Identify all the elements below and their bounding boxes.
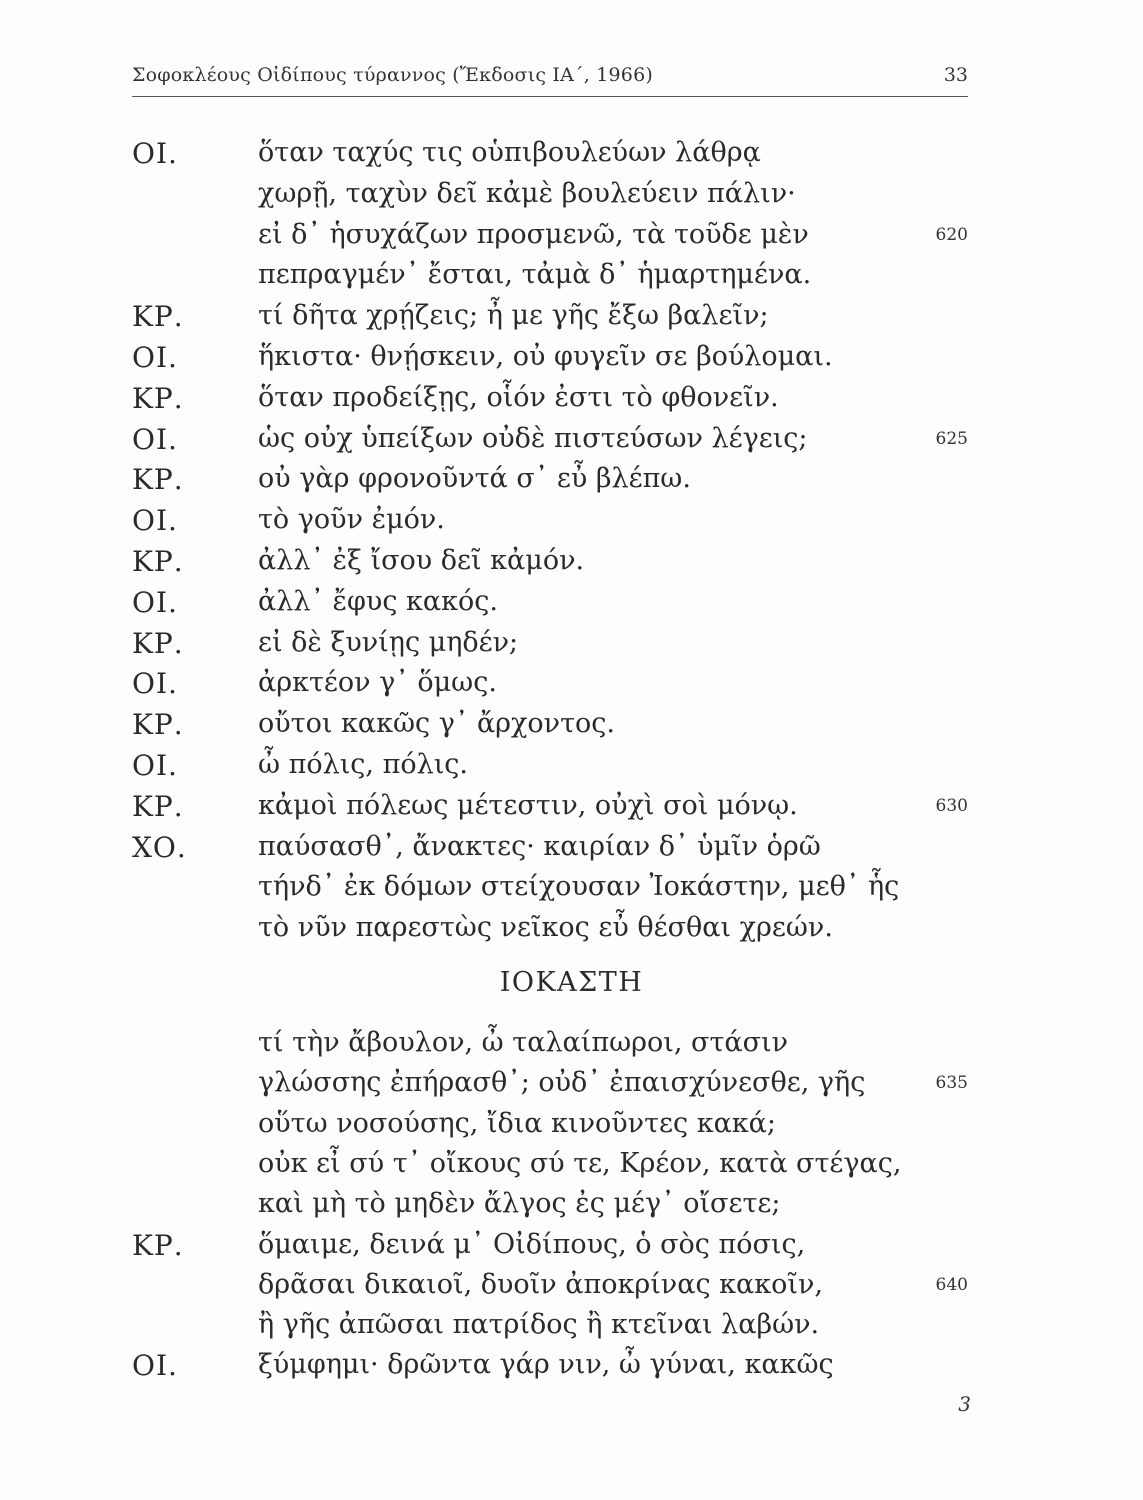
verse-text: ἀλλ᾽ ἐξ ἴσου δεῖ κἀμόν. bbox=[258, 545, 585, 576]
signature-mark: 3 bbox=[958, 1392, 971, 1416]
verse-text: ὅταν ταχύς τις οὑπιβουλεύων λάθρᾳ bbox=[258, 137, 761, 168]
verse-line bbox=[0, 1188, 1143, 1228]
verse-line bbox=[0, 382, 1143, 422]
speaker-label: ΟΙ. bbox=[132, 749, 178, 782]
line-number: 640 bbox=[935, 1274, 968, 1295]
speaker-label: ΟΙ. bbox=[132, 504, 178, 538]
verse-line bbox=[0, 1027, 1143, 1067]
speaker-label: ΚΡ. bbox=[132, 463, 184, 497]
verse-text: γλώσσης ἐπήρασθ᾽; οὐδ᾽ ἐπαισχύνεσθε, γῆς bbox=[258, 1067, 866, 1099]
verse-line bbox=[0, 463, 1143, 503]
character-heading: ΙΟΚΑΣΤΗ bbox=[499, 967, 644, 998]
verse-text: οὕτω νοσούσης, ἴδια κινοῦντες κακά; bbox=[258, 1107, 777, 1139]
line-number: 635 bbox=[935, 1073, 968, 1094]
speaker-label: ΟΙ. bbox=[132, 422, 178, 456]
verse-text: τί τὴν ἄβουλον, ὦ ταλαίπωροι, στάσιν bbox=[258, 1027, 789, 1058]
verse-text: τήνδ᾽ ἐκ δόμων στείχουσαν Ἰοκάστην, μεθ᾽ ἧς bbox=[258, 871, 900, 903]
verse-text: τὸ γοῦν ἐμόν. bbox=[258, 504, 445, 536]
verse-line bbox=[0, 708, 1143, 748]
line-number: 630 bbox=[935, 795, 968, 816]
line-number: 625 bbox=[935, 428, 968, 449]
running-header bbox=[132, 62, 968, 97]
speaker-label: ΚΡ. bbox=[132, 626, 184, 660]
verse-line bbox=[0, 1229, 1143, 1269]
speaker-label: ΟΙ. bbox=[132, 1349, 178, 1383]
verse-text: καὶ μὴ τὸ μηδὲν ἄλγος ἐς μέγ᾽ οἴσετε; bbox=[258, 1188, 781, 1220]
speaker-label: ΟΙ. bbox=[132, 585, 178, 619]
verse-line bbox=[0, 912, 1143, 952]
speaker-label: ΚΡ. bbox=[132, 789, 184, 823]
verse-text: δρᾶσαι δικαιοῖ, δυοῖν ἀποκρίνας κακοῖν, bbox=[258, 1268, 823, 1300]
speaker-label: ΚΡ. bbox=[132, 708, 184, 742]
verse-line bbox=[0, 1108, 1143, 1148]
verse-line bbox=[0, 545, 1143, 585]
verse-line bbox=[0, 871, 1143, 911]
verse-line bbox=[0, 1067, 1143, 1107]
verse-line bbox=[0, 1269, 1143, 1309]
speaker-label: ΚΡ. bbox=[132, 381, 184, 415]
verse-line bbox=[0, 586, 1143, 626]
header-title: Σοφοκλέους Οἰδίπους τύραννος (Ἔκδοσις ΙΑ΄, 1966) bbox=[132, 64, 653, 86]
speaker-label: ΚΡ. bbox=[132, 545, 184, 578]
verse-line bbox=[0, 504, 1143, 544]
verse-text: πεπραγμέν᾽ ἔσται, τἀμὰ δ᾽ ἡμαρτημένα. bbox=[258, 259, 812, 291]
verse-line bbox=[0, 259, 1143, 299]
verse-line bbox=[0, 627, 1143, 667]
verse-line bbox=[0, 341, 1143, 381]
verse-text: χωρῇ, ταχὺν δεῖ κἀμὲ βουλεύειν πάλιν· bbox=[258, 177, 796, 209]
verse-text: ὅταν προδείξῃς, οἷόν ἐστι τὸ φθονεῖν. bbox=[258, 381, 779, 413]
verse-text: ὅμαιμε, δεινά μ᾽ Οἰδίπους, ὁ σὸς πόσις, bbox=[258, 1228, 806, 1260]
line-number: 620 bbox=[935, 224, 968, 245]
speaker-label: ΟΙ. bbox=[132, 341, 178, 374]
speaker-label: ΚΡ. bbox=[132, 1228, 184, 1262]
verse-text: ἀρκτέον γ᾽ ὅμως. bbox=[258, 667, 497, 699]
verse-text: ξύμφημι· δρῶντα γάρ νιν, ὦ γύναι, κακῶς bbox=[258, 1349, 834, 1381]
speaker-label: ΧΟ. bbox=[132, 830, 187, 864]
speaker-label: ΚΡ. bbox=[132, 300, 184, 334]
verse-text: τὸ νῦν παρεστὼς νεῖκος εὖ θέσθαι χρεών. bbox=[258, 912, 833, 944]
verse-text: ὡς οὐχ ὑπείξων οὐδὲ πιστεύσων λέγεις; bbox=[258, 422, 808, 454]
speaker-label: ΟΙ. bbox=[132, 137, 178, 170]
verse-line bbox=[0, 831, 1143, 871]
verse-text: εἰ δὲ ξυνίῃς μηδέν; bbox=[258, 626, 519, 658]
verse-text: ὦ πόλις, πόλις. bbox=[258, 749, 468, 780]
verse-text: τί δῆτα χρῄζεις; ἦ με γῆς ἔξω βαλεῖν; bbox=[258, 300, 769, 332]
verse-text: κἀμοὶ πόλεως μέτεστιν, οὐχὶ σοὶ μόνῳ. bbox=[258, 789, 798, 821]
verse-line bbox=[0, 300, 1143, 340]
verse-line bbox=[0, 749, 1143, 789]
verse-line bbox=[0, 790, 1143, 830]
verse-text: ἢ γῆς ἀπῶσαι πατρίδος ἢ κτεῖναι λαβών. bbox=[258, 1309, 820, 1341]
speaker-label: ΟΙ. bbox=[132, 667, 178, 701]
page-number: 33 bbox=[943, 64, 968, 86]
verse-text: οὐ γὰρ φρονοῦντά σ᾽ εὖ βλέπω. bbox=[258, 463, 691, 495]
verse-text: οὔτοι κακῶς γ᾽ ἄρχοντος. bbox=[258, 708, 615, 740]
verse-text: οὐκ εἶ σύ τ᾽ οἴκους σύ τε, Κρέον, κατὰ στέγας, bbox=[258, 1147, 902, 1179]
verse-line bbox=[0, 667, 1143, 707]
verse-line bbox=[0, 178, 1143, 218]
verse-line bbox=[0, 1309, 1143, 1349]
verse-text: ἀλλ᾽ ἔφυς κακός. bbox=[258, 585, 498, 617]
verse-line bbox=[0, 219, 1143, 259]
verse-line bbox=[0, 1349, 1143, 1389]
verse-line bbox=[0, 423, 1143, 463]
verse-line bbox=[0, 137, 1143, 177]
verse-text: ἥκιστα· θνῄσκειν, οὐ φυγεῖν σε βούλομαι. bbox=[258, 341, 833, 372]
verse-line bbox=[0, 1148, 1143, 1188]
verse-text: παύσασθ᾽, ἄνακτες· καιρίαν δ᾽ ὑμῖν ὁρῶ bbox=[258, 830, 821, 862]
verse-text: εἰ δ᾽ ἡσυχάζων προσμενῶ, τὰ τοῦδε μὲν bbox=[258, 218, 809, 250]
